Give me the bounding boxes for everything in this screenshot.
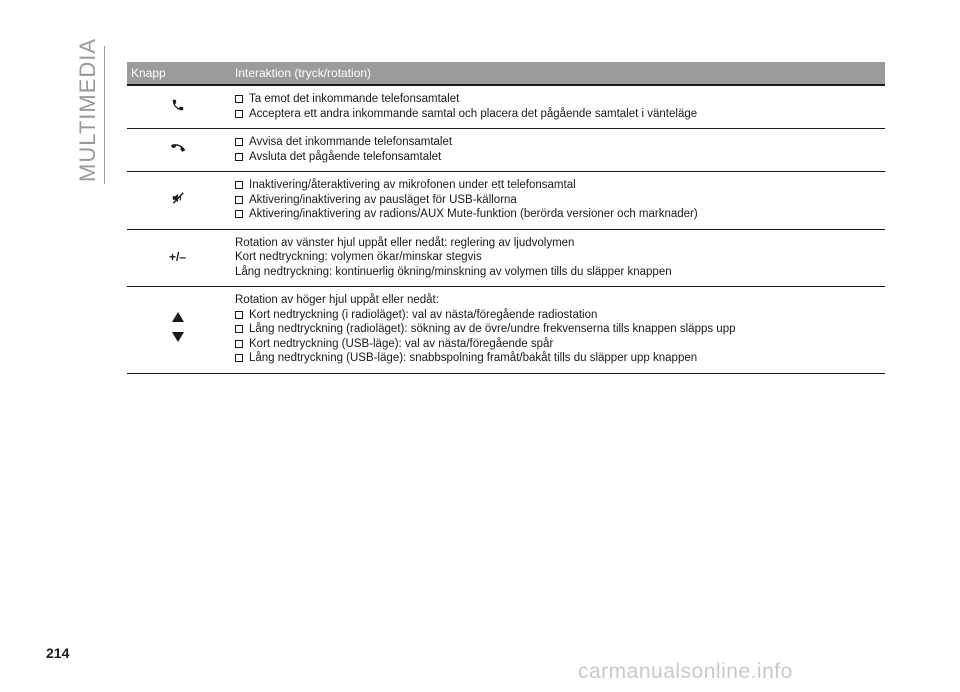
header-interaction: Interaktion (tryck/rotation)	[228, 62, 885, 85]
text-line: Rotation av vänster hjul uppåt eller nedåt: reglering av ljudvolymen	[235, 236, 575, 249]
text-line: Kort nedtryckning: volymen ökar/minskar stegvis	[235, 251, 482, 264]
table-row	[127, 85, 885, 129]
table-row	[127, 129, 885, 172]
list-item: Avvisa det inkommande telefonsamtalet	[235, 135, 885, 150]
phone-hangup-icon	[170, 143, 186, 157]
interaction-cell	[228, 85, 885, 129]
section-divider	[104, 46, 105, 184]
watermark: carmanualsonline.info	[578, 660, 793, 683]
interaction-cell	[228, 229, 885, 287]
list-item: Ta emot det inkommande telefonsamtalet	[235, 92, 885, 107]
button-cell	[127, 229, 228, 287]
page-number: 214	[46, 645, 70, 661]
table-header	[127, 62, 885, 85]
bullet-icon	[235, 325, 243, 333]
list-item: Aktivering/inaktivering av radions/AUX Mute-funktion (berörda versioner och marknader)	[235, 207, 885, 222]
list-item: Avsluta det pågående telefonsamtalet	[235, 150, 885, 165]
text-line: Rotation av höger hjul uppåt eller nedåt:	[235, 294, 439, 307]
bullet-icon	[235, 340, 243, 348]
list-item: Aktivering/inaktivering av pausläget för USB-källorna	[235, 193, 885, 208]
phone-answer-icon	[171, 98, 185, 116]
button-cell	[127, 287, 228, 374]
list-item: Lång nedtryckning (USB-läge): snabbspolning framåt/bakåt tills du släpper upp knappen	[235, 351, 885, 366]
table-row	[127, 229, 885, 287]
list-item: Kort nedtryckning (i radioläget): val av nästa/föregående radiostation	[235, 308, 885, 323]
list-item: Lång nedtryckning (radioläget): sökning av de övre/undre frekvenserna tills knappen släpps upp	[235, 322, 885, 337]
bullet-icon	[235, 354, 243, 362]
section-title: MULTIMEDIA	[75, 37, 100, 182]
list-item: Kort nedtryckning (USB-läge): val av nästa/föregående spår	[235, 337, 885, 352]
up-down-arrows-icon	[171, 310, 185, 348]
interaction-cell	[228, 172, 885, 230]
bullet-icon	[235, 311, 243, 319]
text-line: Lång nedtryckning: kontinuerlig ökning/minskning av volymen tills du släpper knappen	[235, 265, 672, 278]
header-button: Knapp	[127, 62, 228, 85]
bullet-icon	[235, 181, 243, 189]
interaction-cell	[228, 129, 885, 172]
volume-label: +/–	[168, 249, 186, 264]
list-item: Inaktivering/återaktivering av mikrofonen under ett telefonsamtal	[235, 178, 885, 193]
table-row	[127, 287, 885, 374]
table-row	[127, 172, 885, 230]
button-table	[127, 62, 885, 374]
bullet-icon	[235, 95, 243, 103]
mute-icon	[171, 191, 185, 209]
bullet-icon	[235, 196, 243, 204]
list-item: Acceptera ett andra inkommande samtal och placera det pågående samtalet i vänteläge	[235, 107, 885, 122]
interaction-cell	[228, 287, 885, 374]
button-cell	[127, 172, 228, 230]
bullet-icon	[235, 110, 243, 118]
button-cell	[127, 129, 228, 172]
bullet-icon	[235, 138, 243, 146]
bullet-icon	[235, 210, 243, 218]
bullet-icon	[235, 153, 243, 161]
button-cell	[127, 85, 228, 129]
